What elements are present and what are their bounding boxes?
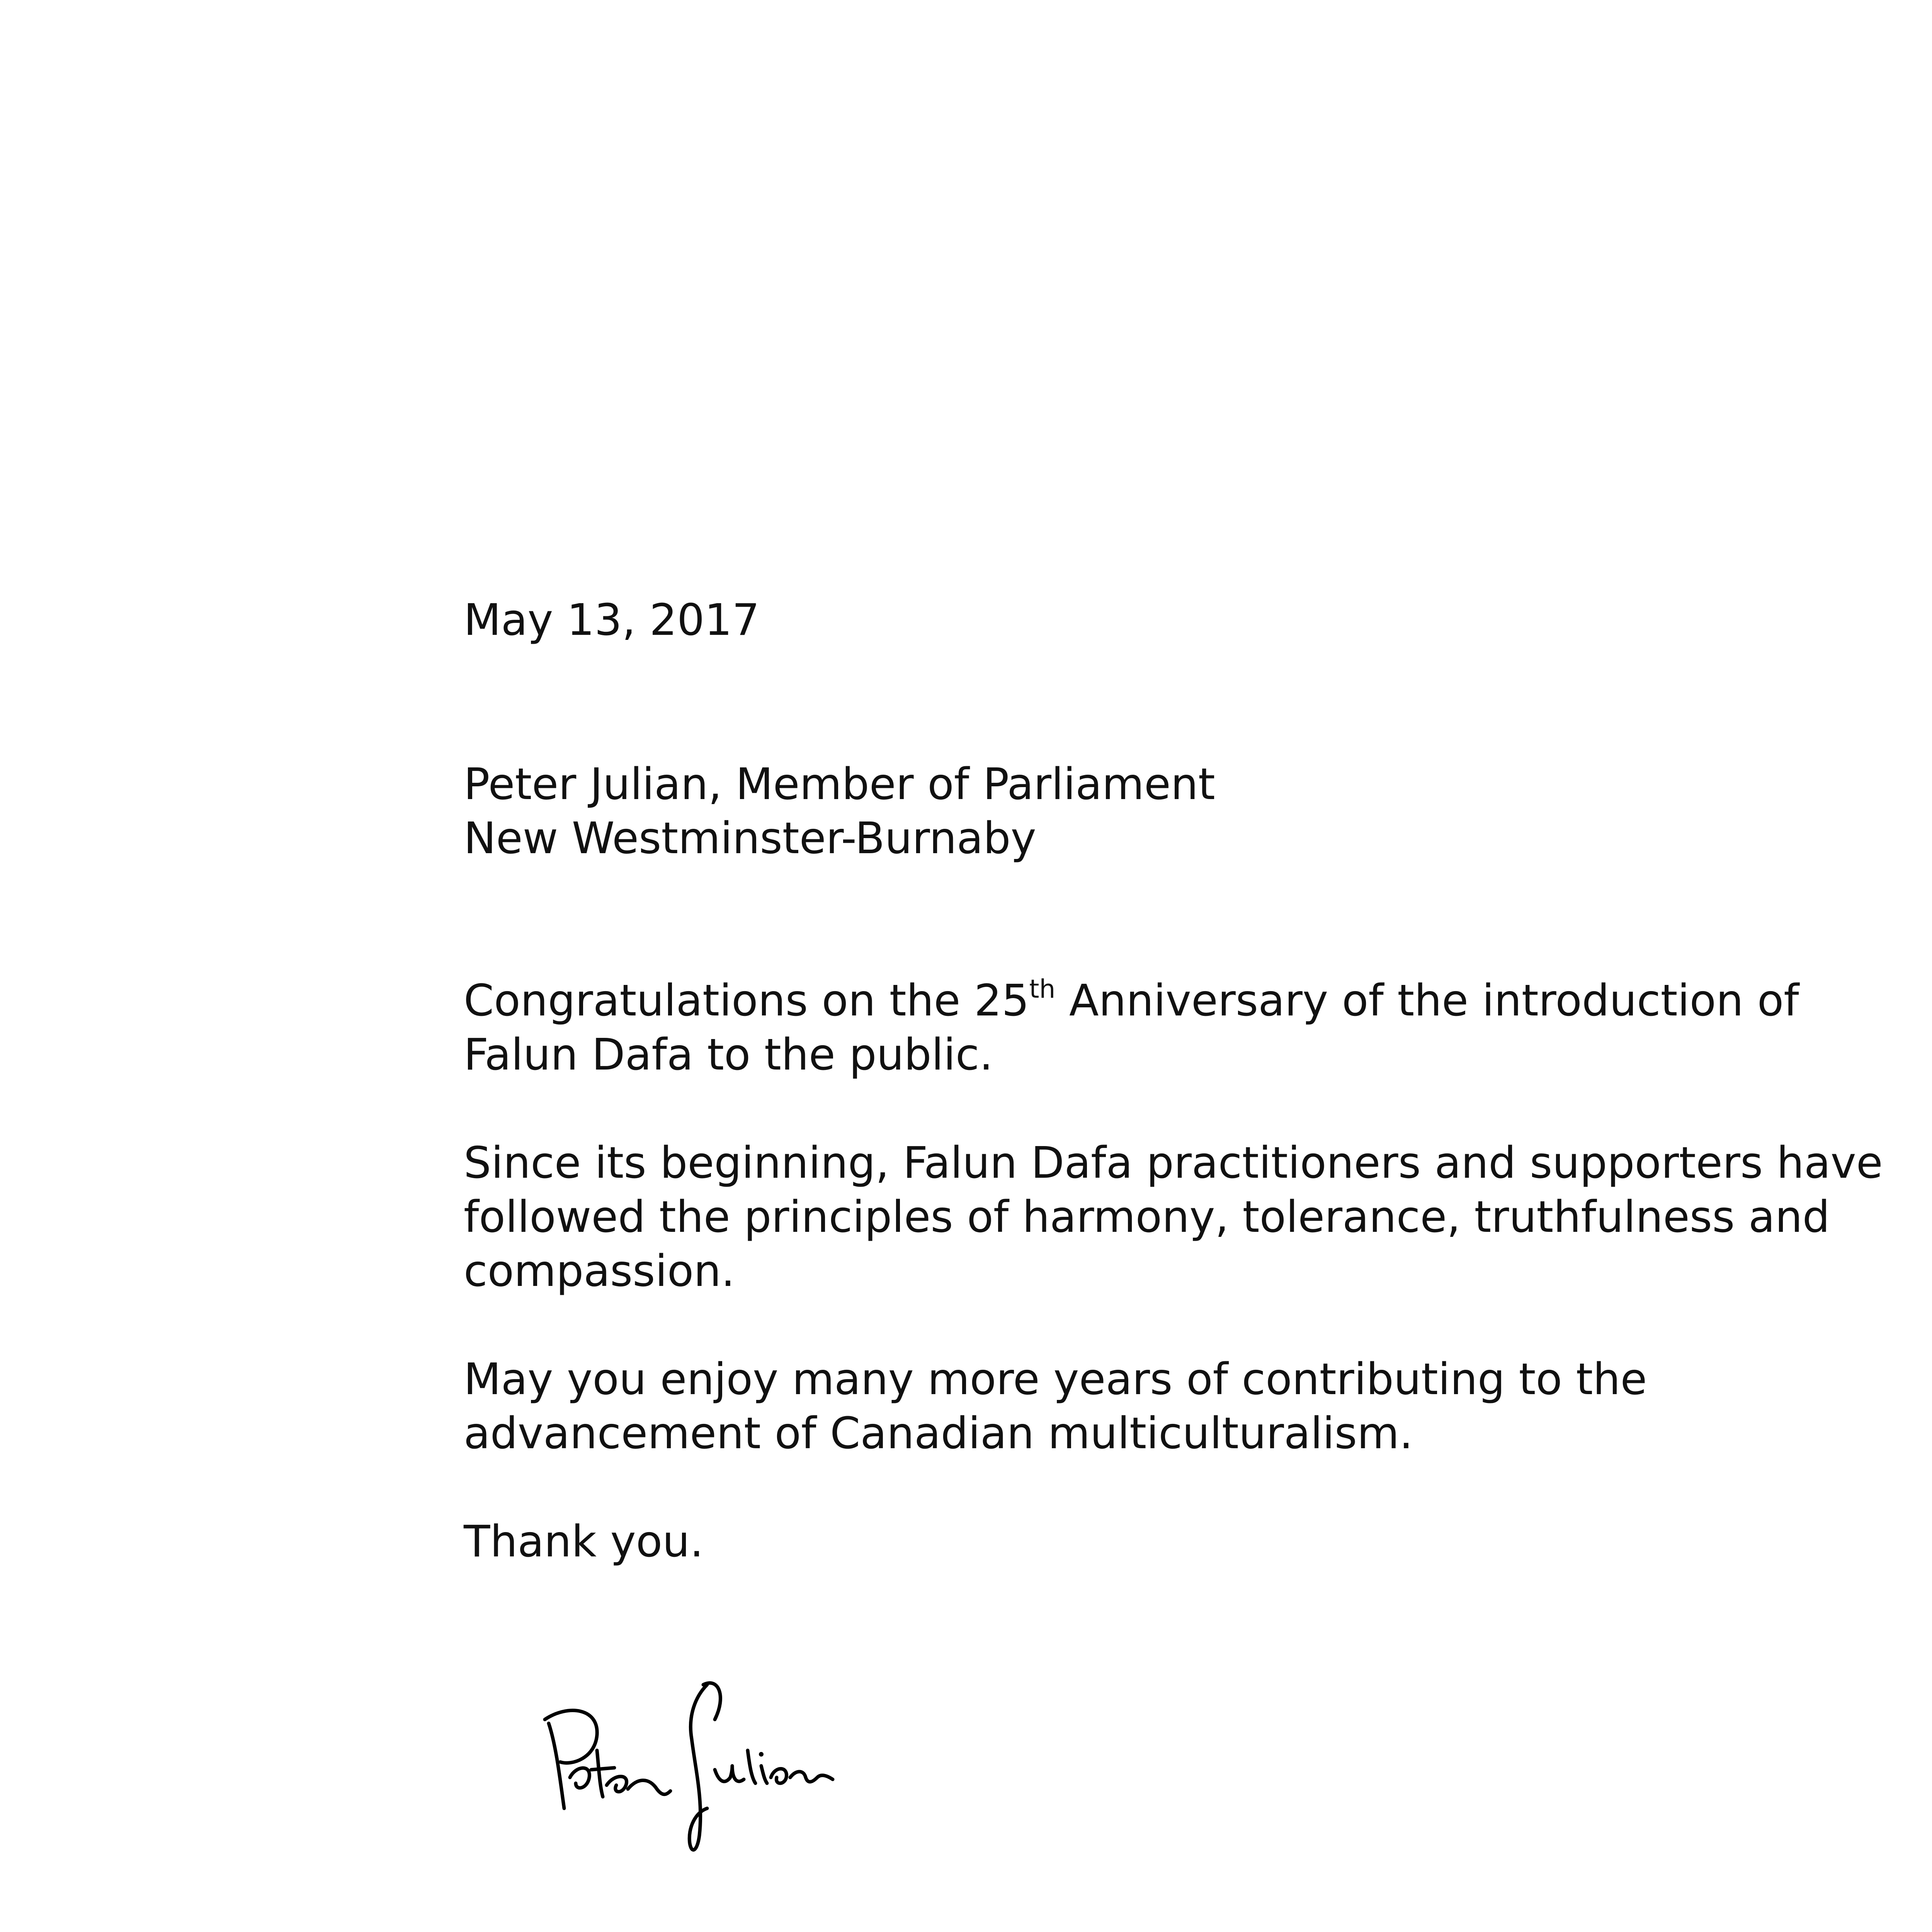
sender-name-title: Peter Julian, Member of Parliament: [464, 759, 1215, 810]
handwritten-signature: [533, 1662, 850, 1862]
letter-date: May 13, 2017: [464, 595, 760, 645]
sender-riding: New Westminster-Burnaby: [464, 813, 1036, 864]
paragraph-2-line-1: Since its beginning, Falun Dafa practitioners and supporters have: [464, 1138, 1883, 1188]
paragraph-3-line-2: advancement of Canadian multiculturalism.: [464, 1408, 1413, 1459]
paragraph-1-text-after-ordinal: Anniversary of the introduction of: [1055, 976, 1799, 1026]
paragraph-1-line-2: Falun Dafa to the public.: [464, 1030, 993, 1080]
ordinal-suffix: th: [1029, 974, 1056, 1004]
paragraph-2-line-2: followed the principles of harmony, tolerance, truthfulness and: [464, 1192, 1830, 1242]
closing-thank-you: Thank you.: [464, 1517, 704, 1567]
paragraph-1-line-1: [464, 974, 1799, 1028]
paragraph-3-line-1: May you enjoy many more years of contributing to the: [464, 1354, 1647, 1405]
paragraph-1-text-before-ordinal: Congratulations on the 25: [464, 976, 1029, 1026]
paragraph-2-line-3: compassion.: [464, 1246, 735, 1296]
